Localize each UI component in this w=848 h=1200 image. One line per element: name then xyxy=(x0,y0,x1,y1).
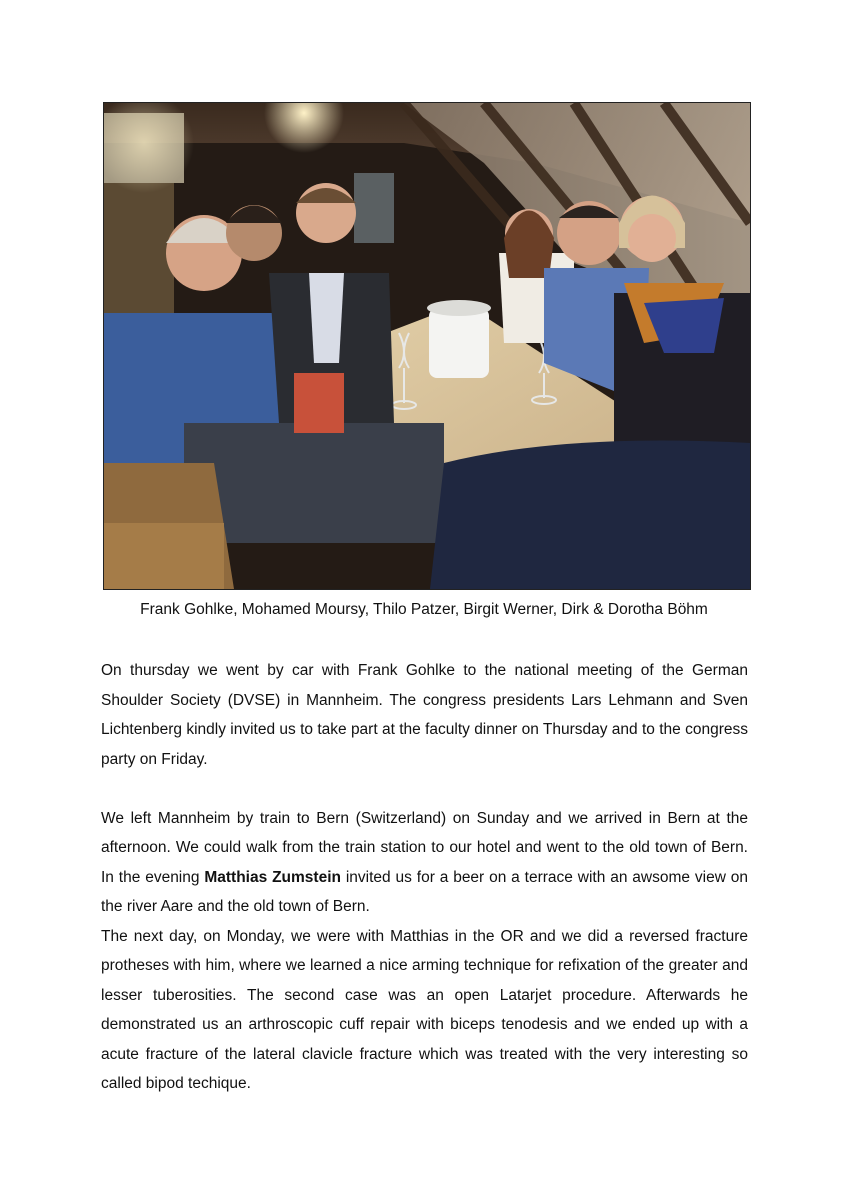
group-photo xyxy=(103,102,751,590)
paragraph-bern-arrival xyxy=(101,804,748,922)
paragraph-bern-arrival-start: We left Mannheim by train to Bern (Switzerland) on Sunday and we arrived in Bern at the afternoon. We could walk from the train station to our hotel and went to the old town of Bern. In the evening xyxy=(101,809,748,886)
article-body xyxy=(101,656,748,1099)
paragraph-dvse-meeting: On thursday we went by car with Frank Gohlke to the national meeting of the German Shoulder Society (DVSE) in Mannheim. The congress presidents Lars Lehmann and Sven Lichtenberg kindly invited us to take part at the faculty dinner on Thursday and to the congress party on Friday. xyxy=(101,662,748,768)
host-name: Matthias Zumstein xyxy=(204,868,341,886)
photo-caption: Frank Gohlke, Mohamed Moursy, Thilo Patzer, Birgit Werner, Dirk & Dorotha Böhm xyxy=(140,601,708,618)
restaurant-photo-illustration xyxy=(104,103,750,589)
paragraph-bern-arrival-end: invited us for a beer on a terrace with an awsome view on the river Aare and the old town of Bern. xyxy=(101,868,748,915)
paragraph-or-visit: The next day, on Monday, we were with Matthias in the OR and we did a reversed fracture protheses with him, where we learned a nice arming technique for refixation of the greater and lesser tuberosities. The second case was an open Latarjet procedure. Afterwards he demonstrated us an arthroscopic cuff repair with biceps tenodesis and we ended up with a acute fracture of the lateral clavicle fracture which was treated with the very interesting so called bipod techique. xyxy=(101,927,748,1092)
